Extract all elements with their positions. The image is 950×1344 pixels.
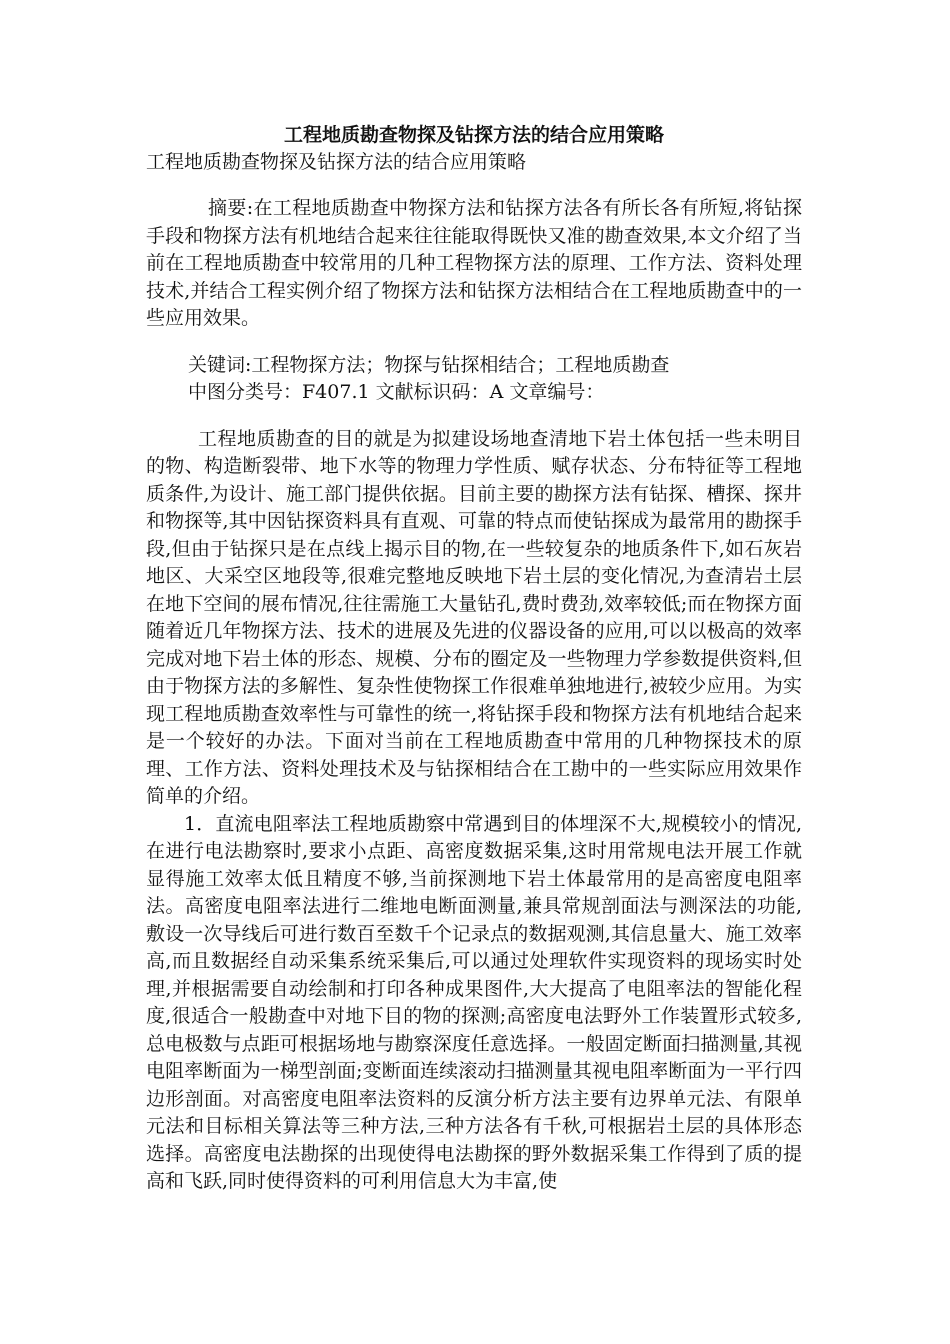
abstract-paragraph: 摘要:在工程地质勘查中物探方法和钻探方法各有所长各有所短,将钻探手段和物探方法有机地结合起来往往能取得既快又准的勘查效果,本文介绍了当前在工程地质勘查中较常用的几种工程物探方法的原理、工作方法、资料处理技术,并结合工程实例介绍了物探方法和钻探方法相结合在工程地质勘查中的一些应用效果。 — [146, 197, 802, 329]
keywords-line: 关键词:工程物探方法；物探与钻探相结合；工程地质勘查 — [188, 353, 670, 376]
intro-paragraph: 工程地质勘查的目的就是为拟建设场地查清地下岩土体包括一些未明目的物、构造断裂带、地下水等的物理力学性质、赋存状态、分布特征等工程地质条件,为设计、施工部门提供依据。目前主要的勘探方法有钻探、槽探、探井和物探等,其中因钻探资料具有直观、可靠的特点而使钻探成为最常用的勘探手段,但由于钻探只是在点线上揭示目的物,在一些较复杂的地质条件下,如石灰岩地区、大采空区地段等,很难完整地反映地下岩土层的变化情况,为查清岩土层在地下空间的展布情况,往往需施工大量钻孔,费时费劲,效率较低;而在物探方面随着近几年物探方法、技术的进展及先进的仪器设备的应用,可以以极高的效率完成对地下岩土体的形态、规模、分布的圈定及一些物理力学参数提供资料,但由于物探方法的多解性、复杂性使物探工作很难单独地进行,被较少应用。为实现工程地质勘查效率性与可靠性的统一,将钻探手段和物探方法有机地结合起来是一个较好的办法。下面对当前在工程地质勘查中常用的几种物探技术的原理、工作方法、资料处理技术及与钻探相结合在工勘中的一些实际应用效果作简单的介绍。 — [146, 427, 802, 807]
section-1-paragraph: 1．直流电阻率法工程地质勘察中常遇到目的体埋深不大,规模较小的情况,在进行电法勘察时,要求小点距、高密度数据采集,这时用常规电法开展工作就显得施工效率太低且精度不够,当前探测地下岩土体最常用的是高密度电阻率法。高密度电阻率法进行二维地电断面测量,兼具常规剖面法与测深法的功能,敷设一次导线后可进行数百至数千个记录点的数据观测,其信息量大、施工效率高,而且数据经自动采集系统采集后,可以通过处理软件实现资料的现场实时处理,并根据需要自动绘制和打印各种成果图件,大大提高了电阻率法的智能化程度,很适合一般勘查中对地下目的物的探测;高密度电法野外工作装置形式较多,总电极数与点距可根据场地与勘察深度任意选择。一般固定断面扫描测量,其视电阻率断面为一梯型剖面;变断面连续滚动扫描测量其视电阻率断面为一平行四边形剖面。对高密度电阻率法资料的反演分析方法主要有边界单元法、有限单元法和目标相关算法等三种方法,三种方法各有千秋,可根据岩土层的具体形态选择。高密度电法勘探的出现使得电法勘探的野外数据采集工作得到了质的提高和飞跃,同时使得资料的可利用信息大为丰富,使 — [146, 812, 802, 1192]
document-subtitle: 工程地质勘查物探及钻探方法的结合应用策略 — [146, 151, 527, 173]
document-title: 工程地质勘查物探及钻探方法的结合应用策略 — [283, 124, 664, 146]
classification-line: 中图分类号：F407.1 文献标识码：A 文章编号： — [188, 381, 605, 403]
document-page — [146, 122, 802, 1196]
